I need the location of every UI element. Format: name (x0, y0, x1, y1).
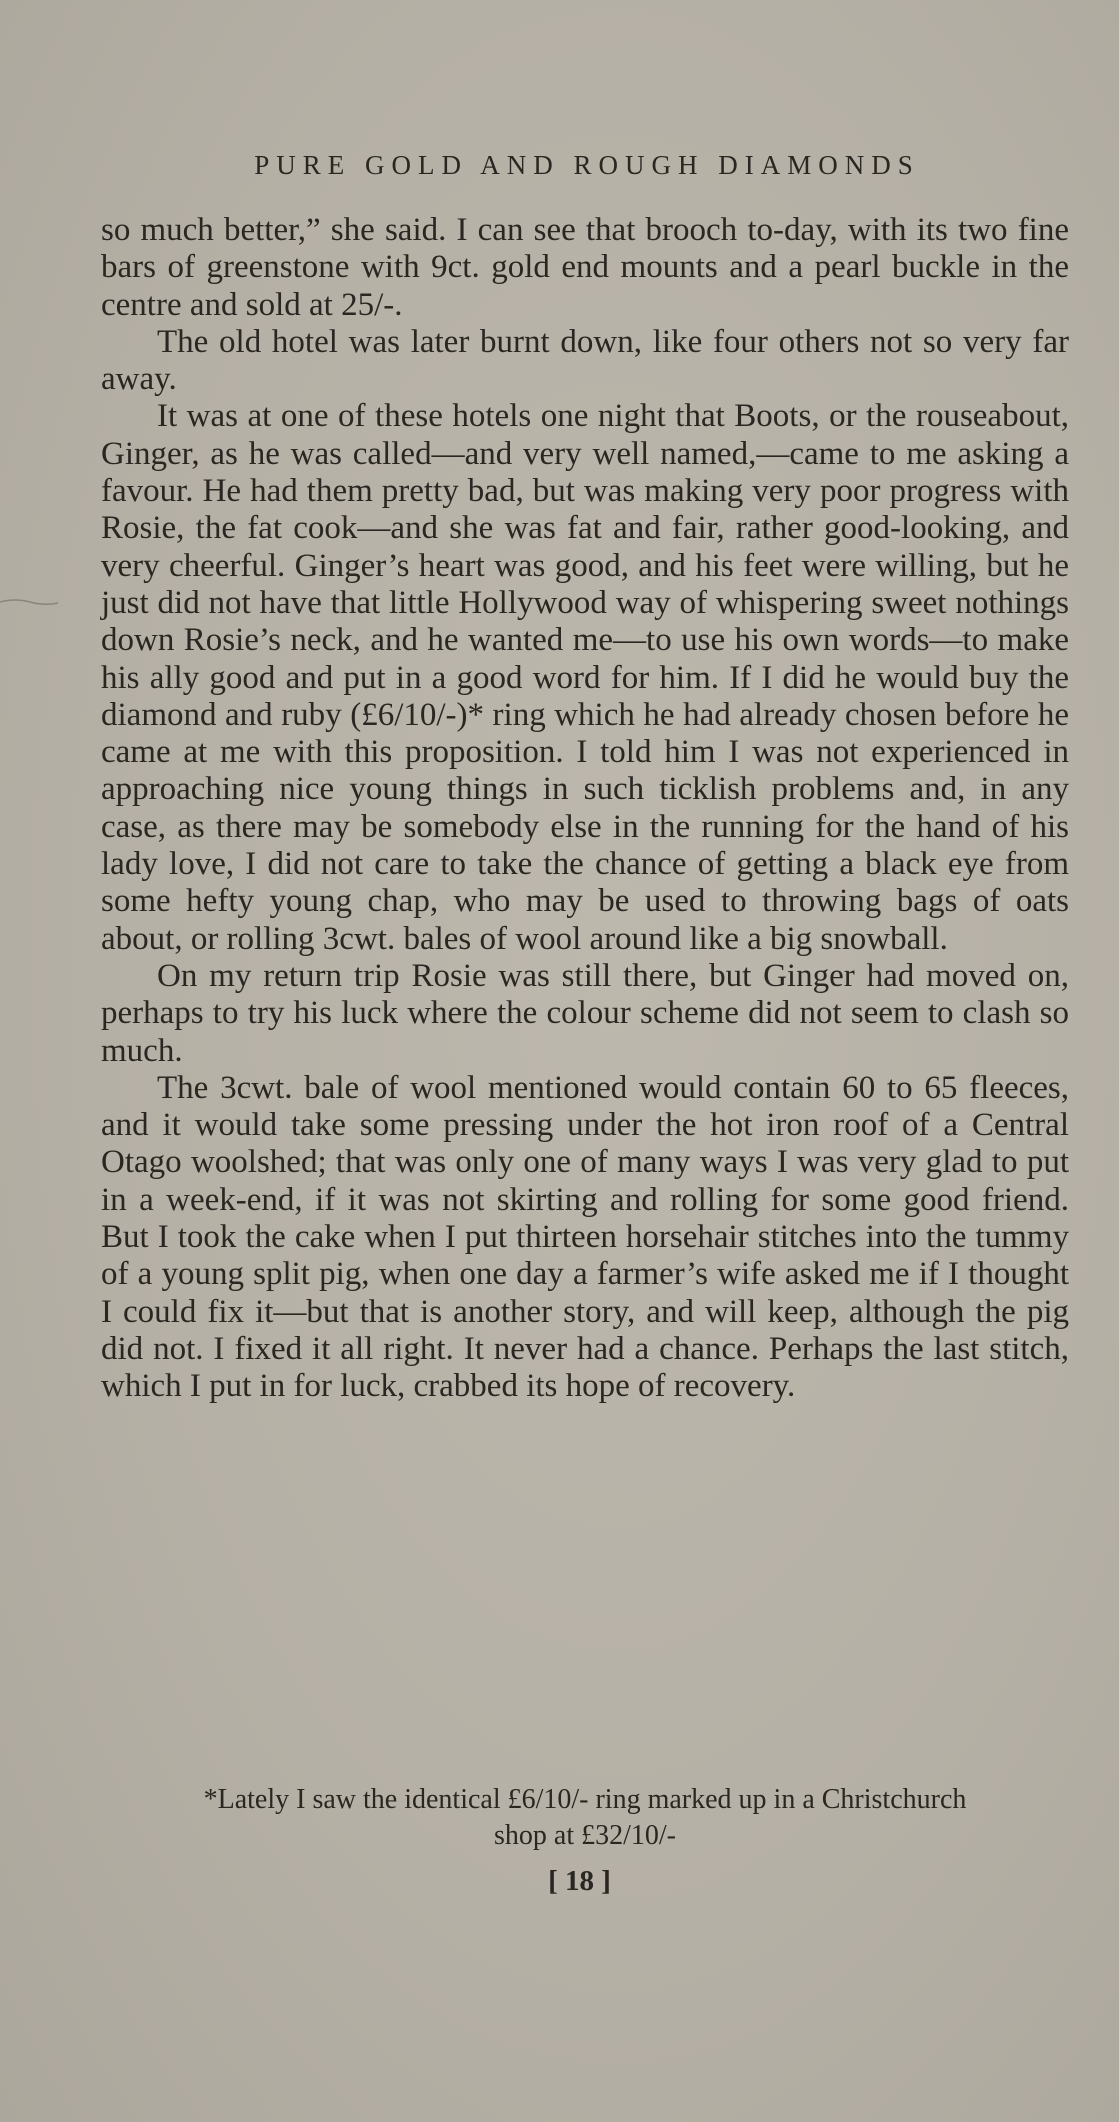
paragraph: The old hotel was later burnt down, like four others not so very far away. (101, 323, 1069, 398)
footnote (101, 1782, 1069, 1854)
body-text (101, 212, 1069, 1406)
running-head: PURE GOLD AND ROUGH DIAMONDS (254, 150, 920, 180)
paragraph-continued: so much better,” she said. I can see that brooch to-day, with its two fine bars of greenstone with 9ct. gold end mounts and a pearl buckle in the centre and sold at 25/-. (101, 212, 1069, 323)
margin-pencil-mark (0, 596, 60, 608)
paragraph: On my return trip Rosie was still there, but Ginger had moved on, perhaps to try his luck where the colour scheme did not seem to clash so much. (101, 957, 1069, 1069)
footnote-line: shop at £32/10/- (494, 1820, 676, 1851)
paragraph: It was at one of these hotels one night that Boots, or the rouseabout, Ginger, as he was called—and very well named,—came to me asking a favour. He had them pretty bad, but was making very poor progress with Rosie, the fat cook—and she was fat and fair, rather good-looking, and very cheerful. Ginger’s heart was good, and his feet were willing, but he just did not have that little Hollywood way of whispering sweet nothings down Rosie’s neck, and he wanted me—to use his own words—to make his ally good and put in a good word for him. If I did he would buy the diamond and ruby (£6/10/-)* ring which he had already chosen before he came at me with this proposition. I told him I was not experienced in approaching nice young things in such ticklish problems and, in any case, as there may be somebody else in the running for the hand of his lady love, I did not care to take the chance of getting a black eye from some hefty young chap, who may be used to throwing bags of oats about, or rolling 3cwt. bales of wool around like a big snowball. (101, 398, 1069, 957)
paragraph: The 3cwt. bale of wool mentioned would contain 60 to 65 fleeces, and it would take some pressing under the hot iron roof of a Central Otago woolshed; that was only one of many ways I was very glad to put in a week-end, if it was not skirting and rolling for some good friend. But I took the cake when I put thirteen horsehair stitches into the tummy of a young split pig, when one day a farmer’s wife asked me if I thought I could fix it—but that is another story, and will keep, although the pig did not. I fixed it all right. It never had a chance. Perhaps the last stitch, which I put in for luck, crabbed its hope of recovery. (101, 1069, 1069, 1405)
page-number: [ 18 ] (548, 1865, 611, 1897)
footnote-line: *Lately I saw the identical £6/10/- ring marked up in a Christchurch (203, 1784, 967, 1815)
